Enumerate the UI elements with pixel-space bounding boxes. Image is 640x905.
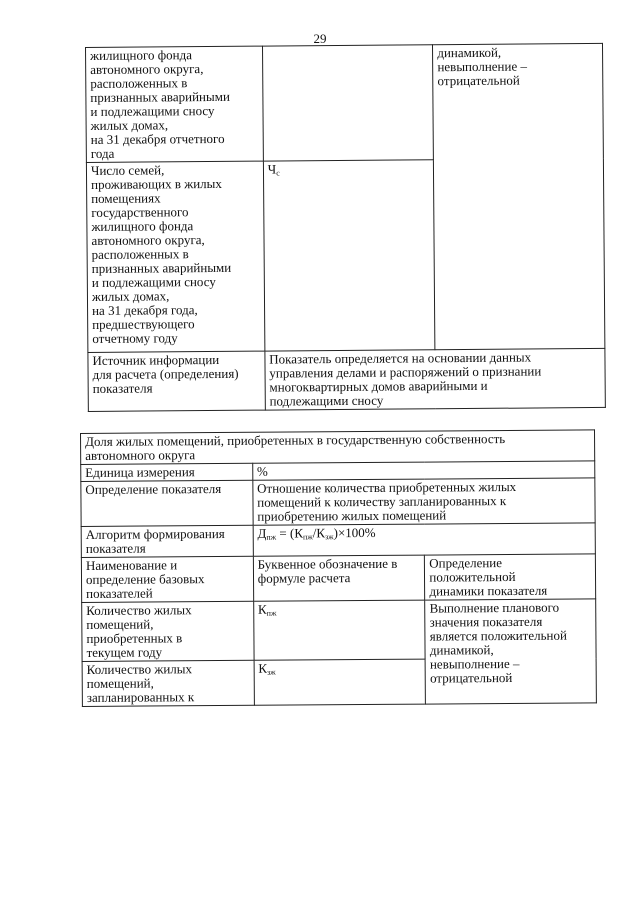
table-cell	[88, 351, 265, 411]
table-row	[81, 554, 595, 603]
indicator-table-continuation	[85, 43, 606, 412]
formula-symbol: $Ч_с$	[267, 161, 280, 178]
definition-value: Отношение количества приобретенных жилых помещений к количеству запланированных к приобретению жилых помещений	[257, 478, 517, 524]
column-header: Буквенное обозначение в формуле расчета	[257, 555, 398, 586]
table-row	[86, 43, 604, 162]
table-cell	[81, 525, 253, 557]
definition-label: Определение показателя	[85, 481, 222, 497]
formula-symbol: $К_{зж}$	[258, 660, 276, 677]
table-row	[88, 348, 605, 411]
table-cell	[81, 480, 253, 526]
base-indicator-name: жилищного фонда автономного округа, расположенных в признанных аварийными и подлежащими сносу жилых домах, на 31 декабря отчетного года	[90, 47, 230, 161]
table-cell	[81, 556, 253, 602]
column-header: Наименование и определение базовых показателей	[85, 557, 205, 601]
table-cell	[253, 523, 595, 556]
table-row	[81, 523, 595, 558]
algorithm-label: Алгоритм формирования показателя	[85, 525, 225, 556]
indicator-table	[80, 429, 597, 707]
table-cell	[81, 430, 595, 465]
base-indicator-name: Число семей, проживающих в жилых помещениях государственного жилищного фонда автономного округа, расположенных в признанных аварийными и подлежащими сносу жилых домах, на 31 декабря года, предшествующего отчетному году	[90, 162, 232, 346]
unit-value: %	[256, 463, 268, 479]
formula-symbol: $К_{пж}$	[257, 601, 277, 618]
dynamics-definition: динамикой, невыполнение – отрицательной	[437, 44, 528, 89]
table-cell	[82, 601, 254, 661]
table-row	[81, 430, 595, 465]
table-cell	[425, 599, 596, 704]
table-cell	[254, 659, 426, 705]
page-number: 29	[313, 31, 327, 46]
source-value: Показатель определяется на основании данных управления делами и распоряжений о признании многоквартирных домов аварийными и подлежащими сносу	[269, 349, 542, 409]
column-header: Определение положительной динамики показателя	[429, 555, 548, 599]
table-cell	[253, 600, 425, 660]
table-cell	[253, 555, 425, 601]
unit-label: Единица измерения	[85, 464, 195, 480]
source-label: Источник информации для расчета (определения) показателя	[92, 351, 239, 396]
table-cell	[253, 478, 596, 525]
dynamics-definition: Выполнение планового значения показателя является положительной динамикой, невыполнение – отрицательной	[429, 599, 567, 686]
table-cell	[262, 45, 433, 161]
table-cell	[433, 43, 605, 349]
table-cell	[425, 554, 596, 600]
base-indicator-name: Количество жилых помещений, приобретенных в текущем году	[86, 602, 192, 660]
table-cell	[265, 348, 606, 410]
table-cell	[263, 160, 435, 351]
table-cell	[82, 660, 254, 706]
table-cell	[81, 463, 253, 481]
base-indicator-name: Количество жилых помещений, запланированных к	[86, 661, 195, 705]
indicator-title: Доля жилых помещений, приобретенных в государственную собственность автономного округа	[85, 431, 506, 463]
table-cell	[86, 46, 264, 162]
table-row	[81, 478, 595, 527]
calculation-formula: $Д_{пж} = (К_{пж}/К_{зж})\times 100\%$	[257, 524, 376, 542]
table-cell	[86, 161, 264, 352]
table-row	[82, 599, 596, 662]
